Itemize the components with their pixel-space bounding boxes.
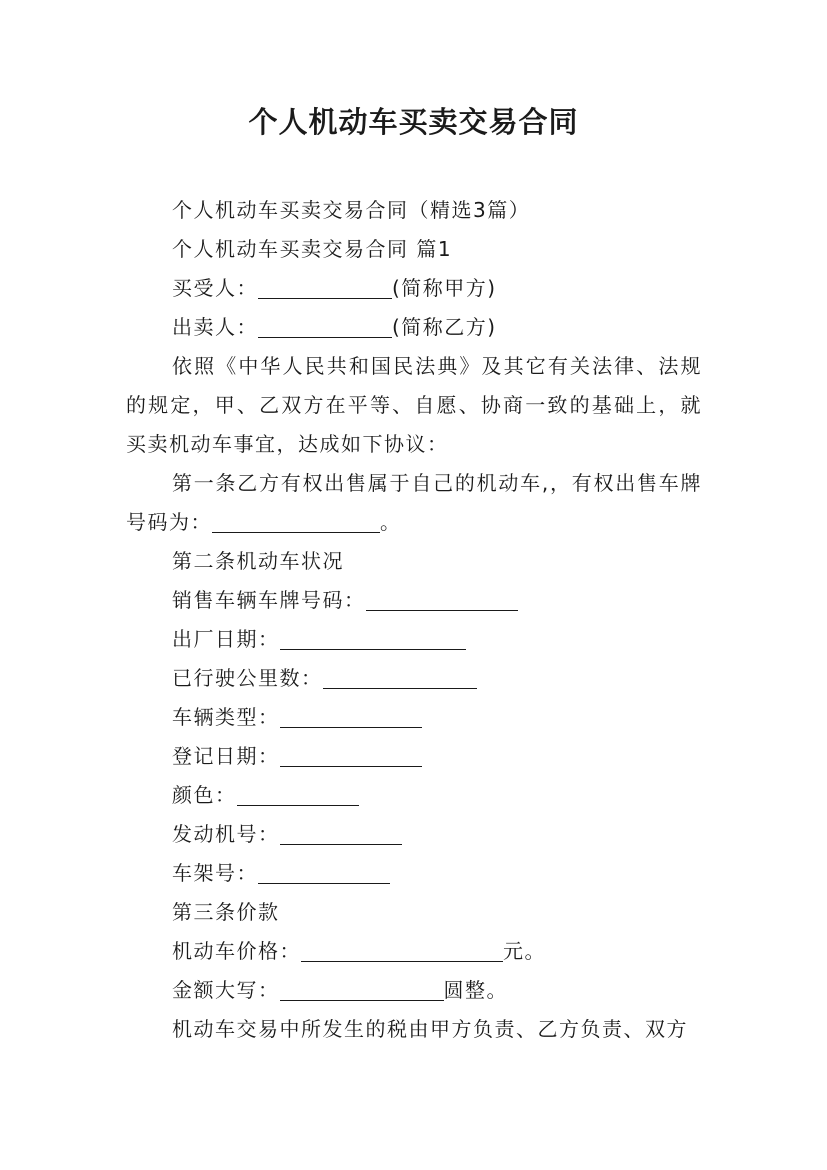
mileage-blank[interactable] [323,666,477,689]
subtitle: 个人机动车买卖交易合同（精选3篇） [172,198,531,222]
color-label: 颜色： [172,783,237,807]
frame-no-blank[interactable] [258,861,390,884]
buyer-label: 买受人： [172,276,258,300]
article2-heading: 第二条机动车状况 [172,549,344,573]
article3-heading: 第三条价款 [172,900,280,924]
seller-line [126,308,702,347]
manufacture-date-blank[interactable] [280,627,466,650]
price-label: 机动车价格： [172,939,301,963]
mileage-line [126,659,702,698]
price-line [126,932,702,971]
price-blank[interactable] [301,939,503,962]
amount-words-line [126,971,702,1010]
manufacture-date-line [126,620,702,659]
buyer-line [126,269,702,308]
article1-paragraph [126,464,702,542]
frame-no-label: 车架号： [172,861,258,885]
engine-no-line [126,815,702,854]
document-title: 个人机动车买卖交易合同 [248,105,579,139]
color-blank[interactable] [237,783,359,806]
article1-end: 。 [380,510,402,534]
vehicle-type-label: 车辆类型： [172,705,280,729]
buyer-blank[interactable] [258,276,392,299]
seller-label: 出卖人： [172,315,258,339]
frame-no-line [126,854,702,893]
article1-text: 第一条乙方有权出售属于自己的机动车,，有权出售车牌号码为： [126,471,702,534]
amount-words-label: 金额大写： [172,978,280,1002]
plate-blank[interactable] [366,588,518,611]
engine-no-label: 发动机号： [172,822,280,846]
document-body [126,191,702,1049]
vehicle-type-blank[interactable] [280,705,422,728]
engine-no-blank[interactable] [280,822,402,845]
manufacture-date-label: 出厂日期： [172,627,280,651]
amount-words-blank[interactable] [280,978,444,1001]
buyer-suffix: (简称甲方) [392,276,497,300]
preamble-paragraph: 依照《中华人民共和国民法典》及其它有关法律、法规的规定，甲、乙双方在平等、自愿、协商一致的基础上，就买卖机动车事宜，达成如下协议： [126,354,702,456]
vehicle-type-line [126,698,702,737]
plate-line [126,581,702,620]
mileage-label: 已行驶公里数： [172,666,323,690]
seller-blank[interactable] [258,315,392,338]
section-heading: 个人机动车买卖交易合同 篇1 [172,237,453,261]
seller-suffix: (简称乙方) [392,315,497,339]
color-line [126,776,702,815]
article1-plate-blank[interactable] [212,510,380,533]
registration-date-line [126,737,702,776]
tax-paragraph: 机动车交易中所发生的税由甲方负责、乙方负责、双方 [172,1017,688,1041]
registration-date-label: 登记日期： [172,744,280,768]
registration-date-blank[interactable] [280,744,422,767]
price-suffix: 元。 [503,939,546,963]
amount-words-suffix: 圆整。 [443,978,508,1002]
plate-label: 销售车辆车牌号码： [172,588,366,612]
